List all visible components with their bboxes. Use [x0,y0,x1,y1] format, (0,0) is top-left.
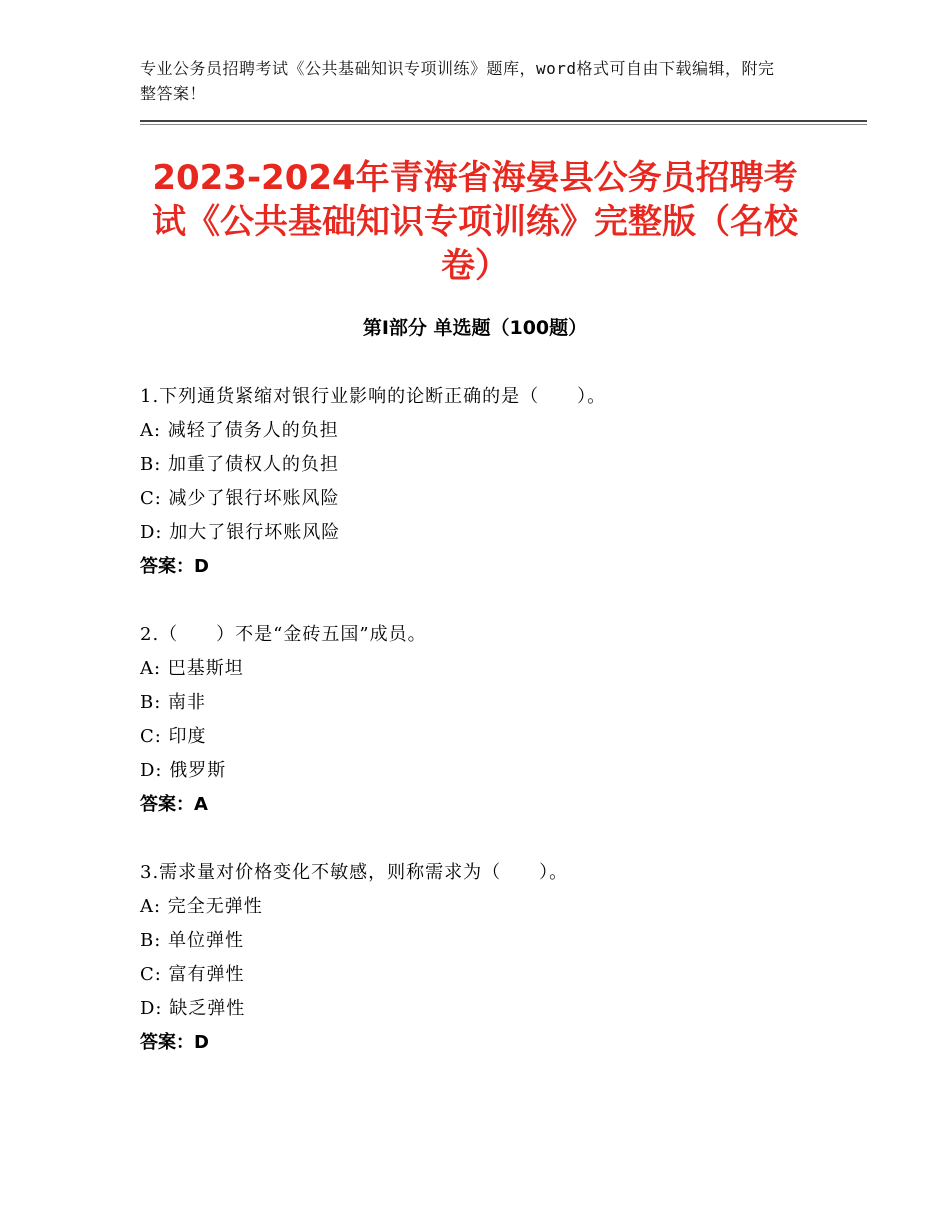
answer: 答案：A [140,794,208,815]
option-a: A: 减轻了债务人的负担 [140,420,339,441]
question-3 [140,856,867,1060]
option-a: A: 巴基斯坦 [140,658,244,679]
option-d: D: 加大了银行坏账风险 [140,522,341,543]
option-b: B: 加重了债权人的负担 [140,454,340,475]
option-c: C: 减少了银行坏账风险 [140,488,340,509]
question-stem: 1.下列通货紧缩对银行业影响的论断正确的是（ ）。 [140,386,607,407]
question-1 [140,380,867,584]
question-stem: 2.（ ）不是“金砖五国”成员。 [140,624,427,645]
question-list [140,380,867,1094]
header-divider [140,120,867,122]
option-c: C: 印度 [140,726,207,747]
option-c: C: 富有弹性 [140,964,245,985]
header-note: 专业公务员招聘考试《公共基础知识专项训练》题库，word格式可自由下载编辑，附完整答案！ [140,59,775,103]
document-title: 2023-2024年青海省海晏县公务员招聘考试《公共基础知识专项训练》完整版（名校卷） [152,158,798,286]
option-b: B: 单位弹性 [140,930,245,951]
answer: 答案：D [140,1032,209,1053]
answer: 答案：D [140,556,209,577]
question-stem: 3.需求量对价格变化不敏感，则称需求为（ ）。 [140,862,569,883]
option-a: A: 完全无弹性 [140,896,263,917]
section-title: 第Ⅰ部分 单选题（100题） [362,317,588,339]
option-d: D: 俄罗斯 [140,760,227,781]
header-divider-thin [140,124,867,125]
question-2 [140,618,867,822]
option-b: B: 南非 [140,692,207,713]
option-d: D: 缺乏弹性 [140,998,246,1019]
